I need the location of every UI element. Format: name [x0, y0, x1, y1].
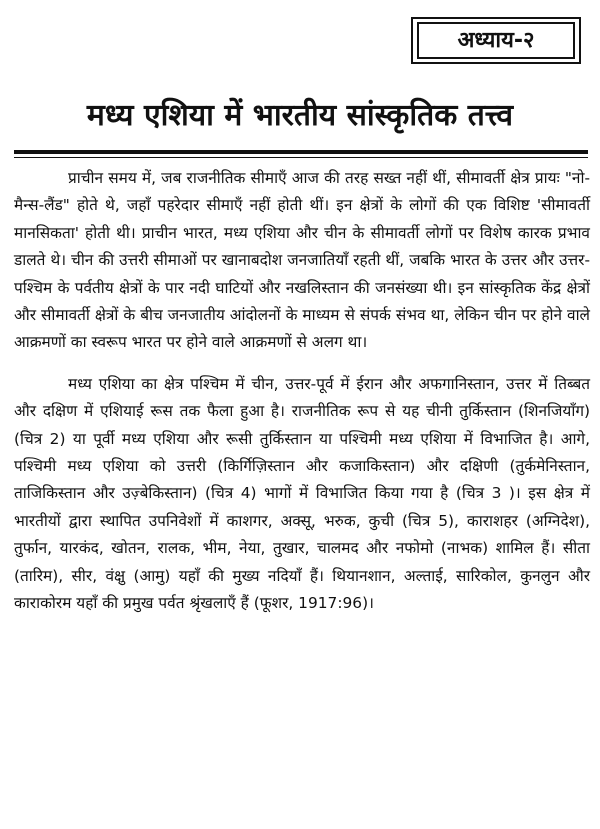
page-title: मध्य एशिया में भारतीय सांस्कृतिक तत्त्व: [86, 98, 514, 133]
body-text: [14, 165, 590, 618]
paragraph: मध्य एशिया का क्षेत्र पश्चिम में चीन, उत्तर-पूर्व में ईरान और अफगानिस्तान, उत्तर में तिब्बत और दक्षिण में एशियाई रूस तक फैला हुआ है। राजनीतिक रूप से यह चीनी तुर्किस्तान (शिनजियाँग) (चित्र 2) या पूर्वी मध्य एशिया और रूसी तुर्किस्तान या पश्चिमी मध्य एशिया में विभाजित है। आगे, पश्चिमी मध्य एशिया को उत्तरी (किर्गिज़िस्तान और कजाकिस्तान) और दक्षिणी (तुर्कमेनिस्तान, ताजिकिस्तान और उज़्बेकिस्तान) (चित्र 4) भागों में विभाजित किया गया है (चित्र 3 )। इस क्षेत्र में भारतीयों द्वारा स्थापित उपनिवेशों में काशगर, अक्सू, भरुक, कुची (चित्र 5), काराशहर (अग्निदेश), तुर्फान, यारकंद, खोतन, रालक, भीम, नेया, तुखार, चालमद और नफोमो (नाभक) शामिल हैं। सीता (तारिम), सीर, वंक्षु (आमु) यहाँ की मुख्य नदियाँ हैं। थियानशान, अल्ताई, सारिकोल, कुनलुन और काराकोरम यहाँ की प्रमुख पर्वत श्रृंखलाएँ हैं (फूशर, 1917:96)।: [14, 374, 590, 613]
title-underline-thin: [14, 157, 588, 158]
title-underline-thick: [14, 150, 588, 154]
chapter-label: अध्याय-२: [417, 22, 575, 59]
chapter-label-box: [411, 17, 581, 64]
paragraph: प्राचीन समय में, जब राजनीतिक सीमाएँ आज की तरह सख्त नहीं थीं, सीमावर्ती क्षेत्र प्रायः "नो-मैन्स-लैंड" होते थे, जहाँ पहरेदार सीमाएँ नहीं होती थीं। इन क्षेत्रों के लोगों की एक विशिष्ट 'सीमावर्ती मानसिकता' होती थी। प्राचीन भारत, मध्य एशिया और चीन के सीमावर्ती लोगों पर विशेष कारक प्रभाव डालते थे। चीन की उत्तरी सीमाओं पर खानाबदोश जनजातियाँ रहती थीं, जबकि भारत के उत्तर और उत्तर-पश्चिम के पर्वतीय क्षेत्रों के पार नदी घाटियों और नखलिस्तान की जनसंख्या थी। इन सांस्कृतिक केंद्र क्षेत्रों और सीमावर्ती क्षेत्रों के बीच जनजातीय आंदोलनों के माध्यम से संपर्क संभव था, लेकिन चीन पर होने वाले आक्रमणों का स्वरूप भारत पर होने वाले आक्रमणों से अलग था।: [14, 169, 590, 352]
